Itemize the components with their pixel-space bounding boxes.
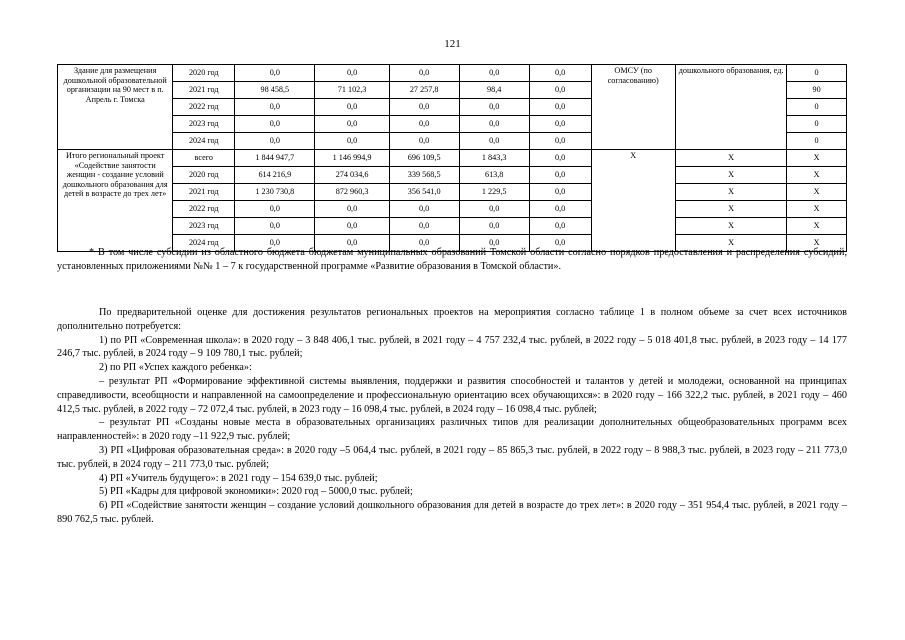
cell-ext: 0,0 xyxy=(529,218,591,235)
page-number: 121 xyxy=(444,38,461,50)
paragraph: 6) РП «Содействие занятости женщин – создание условий дошкольного образования для детей в возрасте до трех лет»: в 2020 году – 351 954,4 тыс. рублей, в 2021 году – 890 762,5 тыс. рублей. xyxy=(57,500,847,525)
cell-reg: 0,0 xyxy=(389,99,459,116)
cell-total: 98 458,5 xyxy=(235,82,315,99)
cell-indicator: Х xyxy=(675,167,786,184)
cell-fed: 1 146 994,9 xyxy=(315,150,389,167)
cell-loc: 0,0 xyxy=(459,218,529,235)
cell-year: 2021 год xyxy=(173,184,235,201)
budget-table xyxy=(57,64,847,252)
cell-total: 0,0 xyxy=(235,218,315,235)
cell-value: 0 xyxy=(787,99,847,116)
cell-total: 0,0 xyxy=(235,99,315,116)
cell-reg: 0,0 xyxy=(389,218,459,235)
cell-value: 0 xyxy=(787,116,847,133)
cell-loc: 0,0 xyxy=(459,201,529,218)
executor-cell: Х xyxy=(591,150,675,252)
cell-loc: 1 843,3 xyxy=(459,150,529,167)
cell-reg: 0,0 xyxy=(389,116,459,133)
cell-reg: 696 109,5 xyxy=(389,150,459,167)
table-footnote: * В том числе субсидии из областного бюджета бюджетам муниципальных образований Томской области согласно порядков предоставления и распределения субсидий, установленных приложениями №№ 1 – 7 к государственной программе «Развитие образования в Томской области». xyxy=(57,247,847,272)
paragraph: 5) РП «Кадры для цифровой экономики»: 2020 год – 5000,0 тыс. рублей; xyxy=(99,486,413,498)
cell-ext: 0,0 xyxy=(529,167,591,184)
cell-reg: 339 568,5 xyxy=(389,167,459,184)
cell-indicator: Х xyxy=(675,201,786,218)
cell-total: 1 230 730,8 xyxy=(235,184,315,201)
cell-total: 0,0 xyxy=(235,116,315,133)
cell-indicator: Х xyxy=(675,218,786,235)
executor-cell: ОМСУ (по согласованию) xyxy=(591,65,675,150)
cell-indicator: Х xyxy=(675,235,786,252)
table-row xyxy=(58,65,847,82)
cell-loc: 613,8 xyxy=(459,167,529,184)
paragraph: – результат РП «Формирование эффективной системы выявления, поддержки и развития способностей и талантов у детей и молодежи, основанной на принципах справедливости, всеобщности и направленной на самоопределение и профессиональную ориентацию всех обучающихся»: в 2020 году – 166 322,2 тыс. рублей, в 2021 году – 460 412,5 тыс. рублей, в 2022 году – 72 072,4 тыс. рублей, в 2023 году – 16 098,4 тыс. рублей, в 2024 году – 16 098,4 тыс. рублей; xyxy=(57,375,847,415)
paragraph: 3) РП «Цифровая образовательная среда»: в 2020 году –5 064,4 тыс. рублей, в 2021 году – 85 865,3 тыс. рублей, в 2022 году – 8 988,3 тыс. рублей, в 2023 году – 211 773,0 тыс. рублей, в 2024 году – 211 773,0 тыс. рублей; xyxy=(57,444,847,470)
cell-value: Х xyxy=(787,201,847,218)
cell-value: Х xyxy=(787,184,847,201)
cell-fed: 0,0 xyxy=(315,133,389,150)
cell-reg: 0,0 xyxy=(389,133,459,150)
cell-value: Х xyxy=(787,235,847,252)
cell-fed: 0,0 xyxy=(315,99,389,116)
cell-fed: 274 034,6 xyxy=(315,167,389,184)
cell-ext: 0,0 xyxy=(529,82,591,99)
cell-year: 2024 год xyxy=(173,235,235,252)
cell-year: всего xyxy=(173,150,235,167)
cell-total: 0,0 xyxy=(235,201,315,218)
cell-total: 0,0 xyxy=(235,133,315,150)
cell-total: 0,0 xyxy=(235,65,315,82)
cell-year: 2021 год xyxy=(173,82,235,99)
cell-year: 2023 год xyxy=(173,218,235,235)
cell-loc: 0,0 xyxy=(459,65,529,82)
cell-ext: 0,0 xyxy=(529,99,591,116)
cell-year: 2022 год xyxy=(173,99,235,116)
cell-fed: 0,0 xyxy=(315,218,389,235)
cell-loc: 1 229,5 xyxy=(459,184,529,201)
cell-loc: 0,0 xyxy=(459,235,529,252)
cell-ext: 0,0 xyxy=(529,184,591,201)
paragraph: По предварительной оценке для достижения результатов региональных проектов на мероприятия согласно таблице 1 в полном объеме за счет всех источников дополнительно потребуется: xyxy=(57,307,847,332)
indicator-cell: дошкольного образования, ед. xyxy=(675,65,786,150)
cell-fed: 872 960,3 xyxy=(315,184,389,201)
cell-indicator: Х xyxy=(675,184,786,201)
cell-reg: 0,0 xyxy=(389,65,459,82)
cell-fed: 0,0 xyxy=(315,116,389,133)
cell-value: 0 xyxy=(787,133,847,150)
cell-ext: 0,0 xyxy=(529,201,591,218)
cell-loc: 98,4 xyxy=(459,82,529,99)
cell-fed: 0,0 xyxy=(315,201,389,218)
cell-value: Х xyxy=(787,167,847,184)
paragraph: 1) по РП «Современная школа»: в 2020 году – 3 848 406,1 тыс. рублей, в 2021 году – 4 757 232,4 тыс. рублей, в 2022 году – 5 018 401,8 тыс. рублей, в 2023 году – 14 177 246,7 тыс. рублей, в 2024 году – 9 109 780,1 тыс. рублей; xyxy=(57,334,847,360)
cell-year: 2024 год xyxy=(173,133,235,150)
cell-loc: 0,0 xyxy=(459,99,529,116)
cell-fed: 0,0 xyxy=(315,65,389,82)
cell-year: 2022 год xyxy=(173,201,235,218)
paragraph: 4) РП «Учитель будущего»: в 2021 году – 154 639,0 тыс. рублей; xyxy=(99,472,378,484)
cell-total: 0,0 xyxy=(235,235,315,252)
cell-loc: 0,0 xyxy=(459,133,529,150)
table-row xyxy=(58,201,847,218)
cell-value: 0 xyxy=(787,65,847,82)
paragraph: 2) по РП «Успех каждого ребенка»: xyxy=(99,362,252,374)
cell-ext: 0,0 xyxy=(529,235,591,252)
cell-ext: 0,0 xyxy=(529,150,591,167)
cell-value: Х xyxy=(787,218,847,235)
cell-value: Х xyxy=(787,150,847,167)
cell-fed: 71 102,3 xyxy=(315,82,389,99)
cell-fed: 0,0 xyxy=(315,235,389,252)
cell-year: 2020 год xyxy=(173,65,235,82)
row-name-cell: Здание для размещения дошкольной образовательной организации на 90 мест в п. Апрель г. Томска xyxy=(58,65,173,150)
cell-loc: 0,0 xyxy=(459,116,529,133)
cell-year: 2023 год xyxy=(173,116,235,133)
cell-reg: 27 257,8 xyxy=(389,82,459,99)
table-row xyxy=(58,167,847,184)
cell-indicator: Х xyxy=(675,150,786,167)
table-row xyxy=(58,218,847,235)
cell-reg: 0,0 xyxy=(389,235,459,252)
cell-ext: 0,0 xyxy=(529,65,591,82)
paragraph: – результат РП «Созданы новые места в образовательных организациях различных типов для реализации дополнительных общеобразовательных программ всех направленностей»: в 2020 году –11 922,9 тыс. рублей; xyxy=(57,417,847,443)
cell-value: 90 xyxy=(787,82,847,99)
cell-ext: 0,0 xyxy=(529,133,591,150)
cell-year: 2020 год xyxy=(173,167,235,184)
cell-reg: 0,0 xyxy=(389,201,459,218)
cell-total: 614 216,9 xyxy=(235,167,315,184)
body-text xyxy=(57,306,847,527)
cell-ext: 0,0 xyxy=(529,116,591,133)
table-row xyxy=(58,184,847,201)
row-name-cell: Итого региональный проект «Содействие занятости женщин - создание условий дошкольного образования для детей в возрасте до трех лет» xyxy=(58,150,173,252)
table-row xyxy=(58,150,847,167)
cell-reg: 356 541,0 xyxy=(389,184,459,201)
cell-total: 1 844 947,7 xyxy=(235,150,315,167)
